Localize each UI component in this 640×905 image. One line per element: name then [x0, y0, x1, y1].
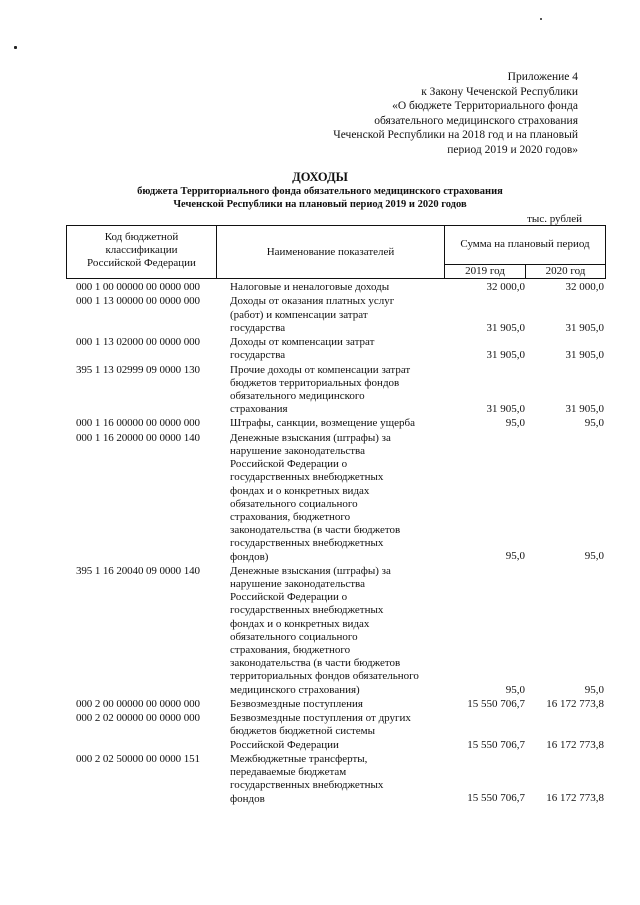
- row-value-2019: 95,0: [505, 417, 525, 430]
- row-name-line: Денежные взыскания (штрафы) за: [230, 564, 391, 577]
- row-value-2020: 95,0: [584, 550, 604, 563]
- row-name-line: государственных внебюджетных: [230, 604, 384, 617]
- row-name-line: нарушение законодательства: [230, 444, 365, 457]
- row-code: 000 1 00 00000 00 0000 000: [76, 281, 200, 293]
- row-name: [230, 336, 450, 362]
- row-name: [230, 698, 450, 711]
- row-name: [230, 364, 450, 417]
- row-name-line: Доходы от компенсации затрат: [230, 336, 375, 348]
- row-code: 000 1 13 00000 00 0000 000: [76, 295, 200, 308]
- table-row: [0, 281, 640, 294]
- row-name-line: Доходы от оказания платных услуг: [230, 295, 395, 308]
- appendix-line: Чеченской Республики на 2018 год и на плановый: [333, 129, 578, 142]
- table-row: [0, 565, 640, 697]
- row-value-2020: 31 905,0: [565, 349, 604, 362]
- table-row: [0, 698, 640, 711]
- header-name-label: Наименование показателей: [266, 246, 395, 258]
- header-year1-label: 2019 год: [465, 265, 505, 277]
- row-name-line: фондах и о конкретных видах: [230, 484, 370, 497]
- row-name-line: страхования, бюджетного: [230, 510, 351, 523]
- row-code: 000 2 02 00000 00 0000 000: [76, 712, 200, 725]
- row-name: [230, 295, 450, 335]
- row-name-line: государственных внебюджетных: [230, 471, 384, 484]
- appendix-line: «О бюджете Территориального фонда: [392, 100, 578, 113]
- row-code: 000 1 13 02000 00 0000 000: [76, 336, 200, 348]
- row-code: 000 1 16 20000 00 0000 140: [76, 431, 200, 444]
- table-row: [0, 295, 640, 335]
- table-row: [0, 364, 640, 417]
- row-name-line: фондов: [230, 792, 265, 805]
- row-name-line: законодательства (в части бюджетов: [230, 524, 401, 537]
- row-name: [230, 753, 450, 806]
- row-value-2019: 31 905,0: [486, 321, 525, 334]
- row-value-2020: 32 000,0: [565, 281, 604, 293]
- table-row: [0, 432, 640, 564]
- row-name-line: Денежные взыскания (штрафы) за: [230, 431, 391, 444]
- subtitle-line: бюджета Территориального фонда обязательного медицинского страхования: [137, 186, 503, 197]
- appendix-line: Приложение 4: [507, 71, 578, 83]
- row-value-2020: 16 172 773,8: [546, 792, 604, 805]
- scan-speck: [14, 46, 17, 49]
- row-name-line: Прочие доходы от компенсации затрат: [230, 363, 411, 376]
- row-value-2019: 32 000,0: [486, 281, 525, 293]
- appendix-line: обязательного медицинского страхования: [374, 114, 578, 127]
- row-value-2019: 31 905,0: [486, 403, 525, 416]
- row-name-line: Межбюджетные трансферты,: [230, 752, 368, 765]
- table-row: [0, 712, 640, 752]
- row-value-2019: 95,0: [505, 550, 525, 563]
- row-name-line: фондов): [230, 550, 269, 563]
- row-code: 000 2 02 50000 00 0000 151: [76, 752, 200, 765]
- row-name-line: фондах и о конкретных видах: [230, 617, 370, 630]
- table-row: [0, 753, 640, 806]
- row-name-line: государственных внебюджетных: [230, 537, 384, 550]
- table-row: [0, 417, 640, 430]
- row-value-2019: 31 905,0: [486, 349, 525, 362]
- row-name-line: Штрафы, санкции, возмещение ущерба: [230, 417, 415, 430]
- row-name-line: страхования, бюджетного: [230, 644, 351, 657]
- appendix-line: к Закону Чеченской Республики: [421, 85, 578, 98]
- row-name-line: (работ) и компенсации затрат: [230, 308, 368, 321]
- header-code-label: Код бюджетной классификации Российской Федерации: [87, 231, 196, 269]
- row-name-line: нарушение законодательства: [230, 578, 365, 590]
- row-value-2019: 15 550 706,7: [467, 697, 525, 710]
- header-sum-label: Сумма на плановый период: [460, 238, 590, 250]
- row-name-line: законодательства (в части бюджетов: [230, 657, 401, 670]
- row-name-line: страхования: [230, 403, 288, 416]
- scan-speck: [540, 18, 542, 20]
- row-name: [230, 712, 450, 752]
- row-name-line: бюджетов бюджетной системы: [230, 725, 376, 738]
- row-value-2019: 15 550 706,7: [467, 738, 525, 751]
- row-name-line: обязательного социального: [230, 497, 358, 510]
- row-name-line: государственных внебюджетных: [230, 779, 384, 792]
- row-name-line: Российской Федерации: [230, 738, 339, 751]
- row-value-2020: 16 172 773,8: [546, 697, 604, 710]
- table-header: [66, 225, 606, 279]
- row-name: [230, 432, 450, 564]
- row-value-2020: 31 905,0: [565, 321, 604, 334]
- units-label: тыс. рублей: [527, 213, 582, 225]
- row-value-2020: 95,0: [584, 417, 604, 430]
- row-name: [230, 281, 450, 294]
- row-name-line: бюджетов территориальных фондов: [230, 376, 400, 389]
- subtitle-line: Чеченской Республики на плановый период 2019 и 2020 годов: [173, 198, 467, 210]
- appendix-line: период 2019 и 2020 годов»: [447, 143, 578, 156]
- row-name: [230, 417, 450, 430]
- row-value-2019: 15 550 706,7: [467, 792, 525, 805]
- row-name-line: государства: [230, 349, 286, 362]
- appendix-note: [333, 70, 578, 158]
- row-code: 000 1 16 00000 00 0000 000: [76, 417, 200, 430]
- row-code: 395 1 16 20040 09 0000 140: [76, 564, 200, 577]
- row-name-line: Российской Федерации о: [230, 591, 348, 604]
- row-name-line: государства: [230, 321, 286, 334]
- document-subtitle: [0, 186, 640, 211]
- row-name-line: Безвозмездные поступления: [230, 697, 363, 710]
- row-code: 395 1 13 02999 09 0000 130: [76, 363, 200, 376]
- row-name-line: Российской Федерации о: [230, 458, 348, 471]
- row-name-line: территориальных фондов обязательного: [230, 670, 419, 683]
- row-code: 000 2 00 00000 00 0000 000: [76, 697, 200, 710]
- row-name-line: Безвозмездные поступления от других: [230, 712, 411, 725]
- row-name-line: обязательного социального: [230, 630, 358, 643]
- row-value-2019: 95,0: [505, 683, 525, 696]
- row-value-2020: 31 905,0: [565, 403, 604, 416]
- table-row: [0, 336, 640, 362]
- document-title: ДОХОДЫ: [292, 170, 348, 184]
- row-name-line: медицинского страхования): [230, 683, 360, 696]
- row-name-line: Налоговые и неналоговые доходы: [230, 281, 390, 293]
- row-name-line: передаваемые бюджетам: [230, 766, 347, 779]
- row-value-2020: 95,0: [584, 683, 604, 696]
- row-name-line: обязательного медицинского: [230, 389, 365, 402]
- row-value-2020: 16 172 773,8: [546, 738, 604, 751]
- row-name: [230, 565, 450, 697]
- header-year2-label: 2020 год: [545, 265, 586, 277]
